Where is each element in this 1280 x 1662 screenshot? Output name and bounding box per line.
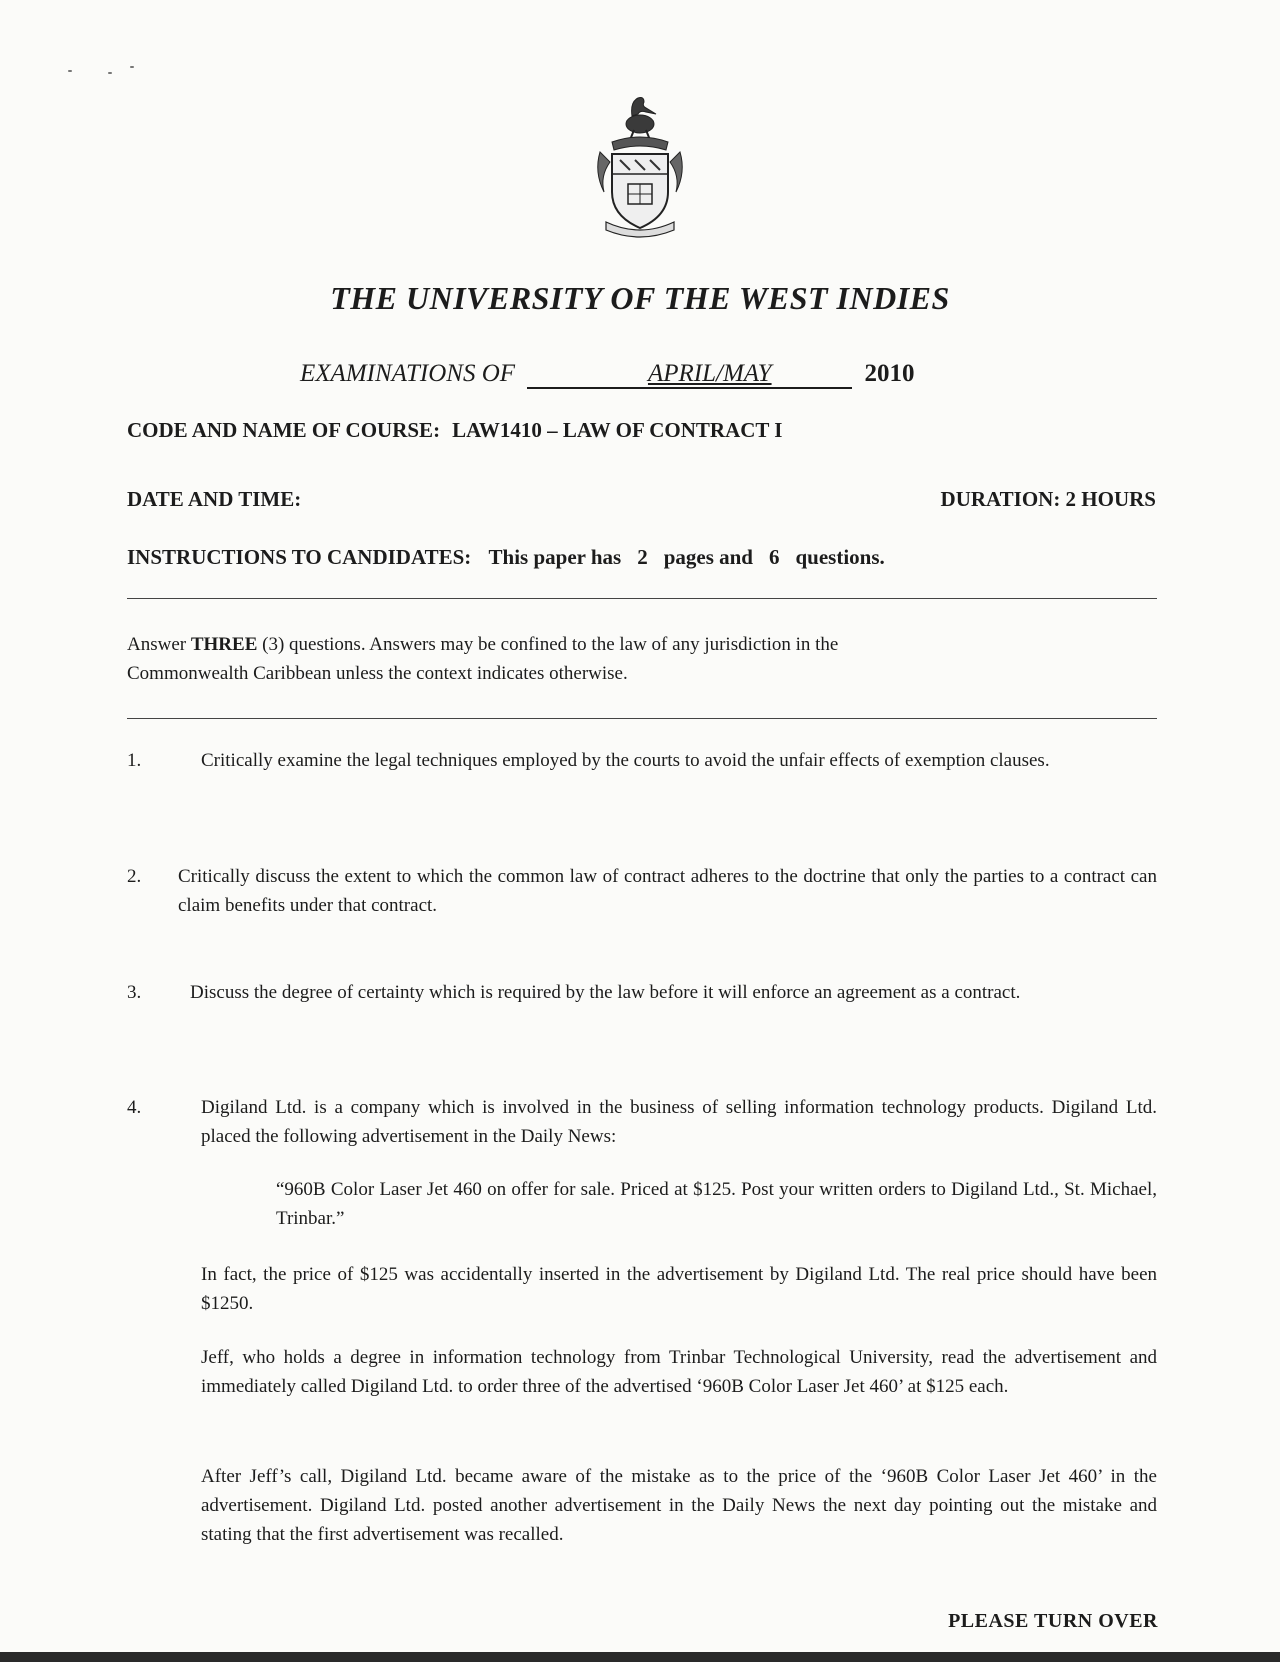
divider-bottom	[127, 718, 1157, 719]
question-4-intro: Digiland Ltd. is a company which is involved in the business of selling information technology products. Digiland Ltd. placed the following advertisement in the Daily News:	[201, 1097, 1157, 1147]
duration: DURATION: 2 HOURS	[940, 487, 1156, 511]
university-crest-logo	[590, 92, 690, 242]
exam-session-line	[300, 360, 915, 389]
instructions-part1: This paper has	[488, 545, 622, 569]
instructions-part3: questions.	[795, 545, 885, 569]
exam-prefix: EXAMINATIONS OF	[300, 360, 516, 387]
rubric	[127, 630, 1157, 688]
question-3-text: Discuss the degree of certainty which is required by the law before it will enforce an agreement as a contract.	[190, 982, 1021, 1003]
question-3-number: 3.	[127, 982, 142, 1003]
exam-session	[527, 361, 852, 389]
rubric-line-1	[127, 630, 1157, 659]
pages-count: 2	[637, 545, 648, 569]
question-4-quote: “960B Color Laser Jet 460 on offer for sale. Priced at $125. Post your written orders to Digiland Ltd., St. Michael, Trinbar.”	[276, 1179, 1157, 1229]
question-4-number: 4.	[127, 1097, 142, 1118]
question-4-para-3: After Jeff’s call, Digiland Ltd. became aware of the mistake as to the price of the ‘960B Color Laser Jet 460’ in the advertisement. Digiland Ltd. posted another advertisement in the Daily News the next day pointing out the mistake and stating that the first advertisement was recalled.	[201, 1466, 1157, 1545]
question-2-number: 2.	[127, 866, 142, 887]
rubric-suffix: (3) questions. Answers may be confined to the law of any jurisdiction in the	[262, 634, 839, 655]
rubric-line-2: Commonwealth Caribbean unless the context indicates otherwise.	[127, 663, 628, 684]
instructions-label: INSTRUCTIONS TO CANDIDATES:	[127, 545, 472, 569]
exam-session-value: APRIL/MAY	[647, 360, 772, 387]
course-line	[127, 418, 782, 443]
question-2-text: Critically discuss the extent to which the common law of contract adheres to the doctrine that only the parties to a contract can claim benefits under that contract.	[178, 866, 1157, 916]
date-time-label: DATE AND TIME:	[127, 487, 302, 511]
divider-top	[127, 598, 1157, 599]
rubric-emphasis: THREE	[190, 634, 258, 655]
rubric-prefix: Answer	[127, 634, 187, 655]
exam-year: 2010	[864, 360, 915, 387]
university-title: THE UNIVERSITY OF THE WEST INDIES	[330, 280, 950, 316]
course-label: CODE AND NAME OF COURSE:	[127, 418, 441, 442]
instructions-line	[127, 545, 885, 570]
question-4-para-2: Jeff, who holds a degree in information technology from Trinbar Technological University, read the advertisement and immediately called Digiland Ltd. to order three of the advertised ‘960B Color Laser Jet 460’ at $125 each.	[201, 1347, 1157, 1397]
course-value: LAW1410 – LAW OF CONTRACT I	[452, 418, 783, 442]
scan-speck	[130, 66, 134, 68]
question-1-number: 1.	[127, 750, 142, 771]
instructions-part2: pages and	[663, 545, 753, 569]
scan-speck	[68, 70, 72, 72]
scan-edge	[0, 1652, 1280, 1662]
please-turn-over: PLEASE TURN OVER	[948, 1610, 1158, 1632]
question-4-para-1: In fact, the price of $125 was accidentally inserted in the advertisement by Digiland Ltd. The real price should have been $1250.	[201, 1264, 1157, 1314]
questions-count: 6	[768, 545, 780, 569]
question-1-text: Critically examine the legal techniques employed by the courts to avoid the unfair effects of exemption clauses.	[201, 750, 1050, 771]
scan-speck	[108, 72, 112, 74]
